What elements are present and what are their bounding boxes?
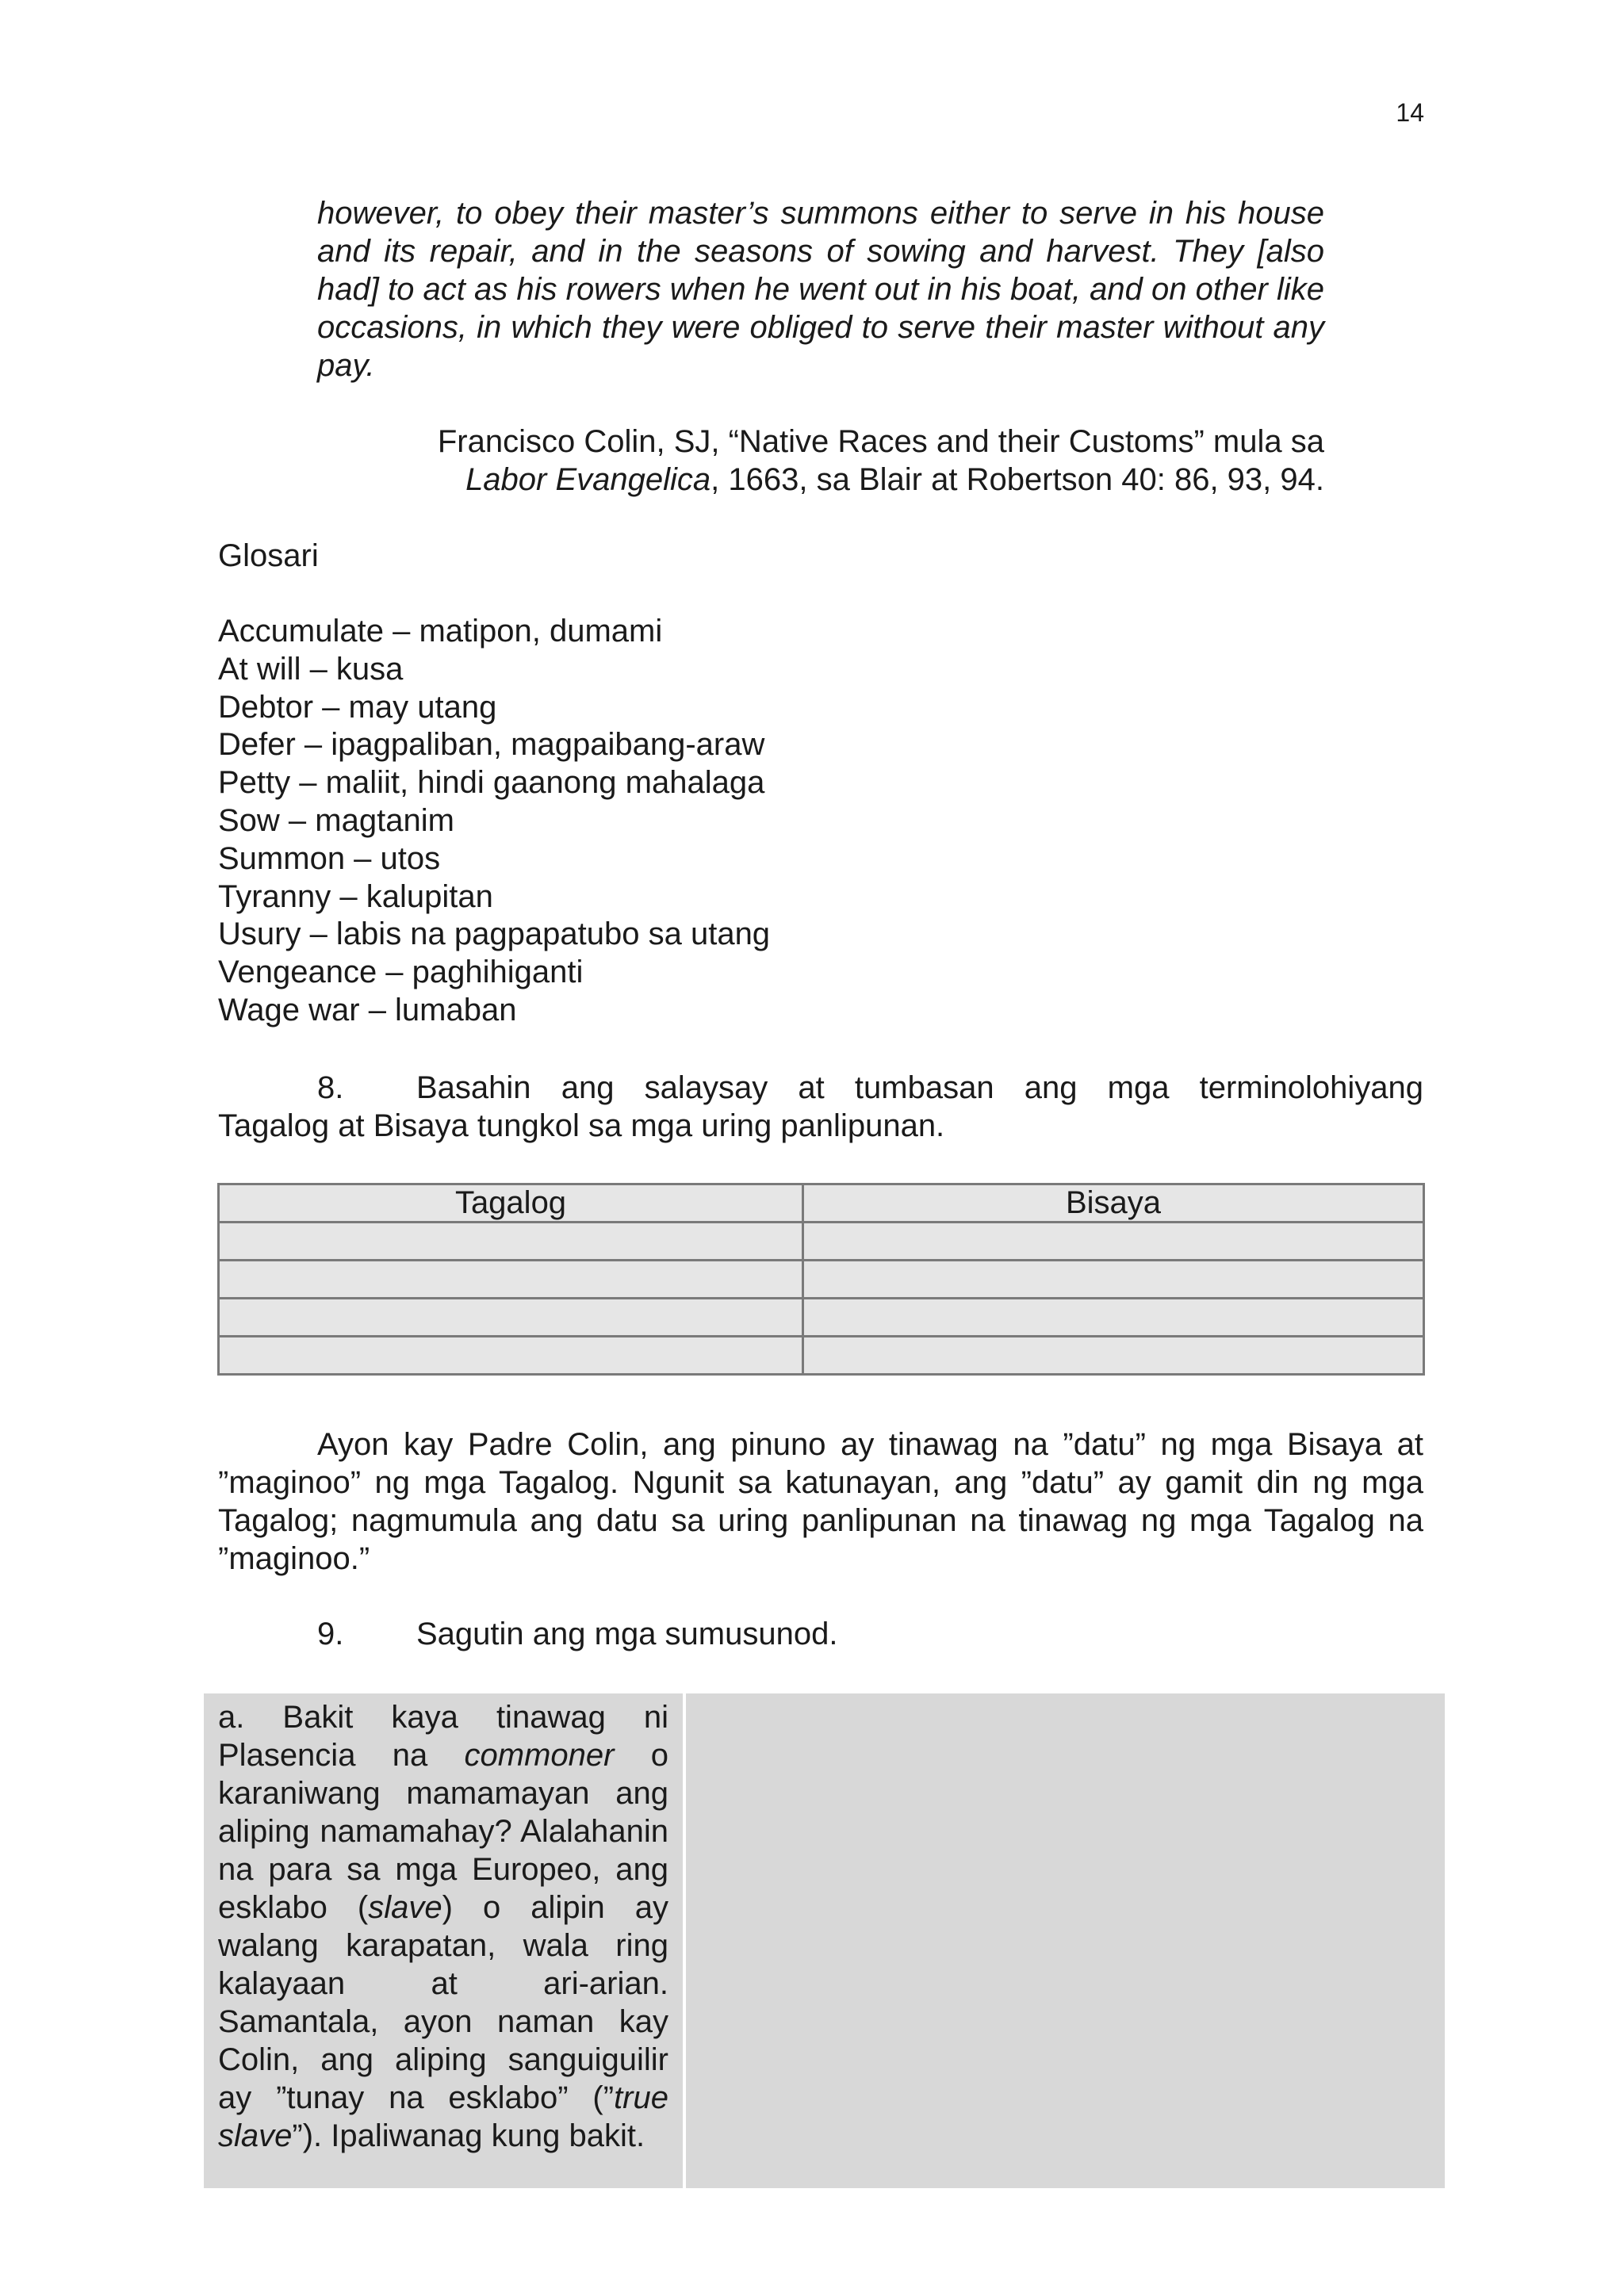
quote-line: other like occasions, in which they were obliged to serve their master [317,272,1324,345]
question-answer-table [204,1693,1445,2188]
glossary-heading: Glosari [218,538,319,573]
glossary-entry: Wage war – lumaban [218,992,517,1027]
glossary-entry: Petty – maliit, hindi gaanong mahalaga [218,765,765,801]
table-header-row [219,1184,1424,1223]
instruction-item-8 [218,1069,1423,1145]
page-number: 14 [1396,98,1424,127]
instruction-8-line-2: Tagalog at Bisaya tungkol sa mga uring panlipunan. [218,1108,945,1143]
quote-line: house and its repair, and in the seasons of sowing and harvest. They [317,196,1324,269]
tagalog-cell[interactable] [219,1261,803,1299]
instruction-8-line-1: 8. Basahin ang salaysay at tumbasan ang mga terminolohiyang [218,1069,1423,1107]
bisaya-cell[interactable] [803,1337,1424,1375]
citation-book-title: Labor Evangelica [465,462,711,497]
glossary-entry: Accumulate – matipon, dumami [218,614,663,649]
italic-term: commoner [464,1738,615,1773]
glossary-list [218,613,770,1030]
tagalog-cell[interactable] [219,1299,803,1337]
bisaya-cell[interactable] [803,1261,1424,1299]
citation [317,423,1324,499]
glossary-entry: At will – kusa [218,651,404,687]
glossary-entry: Vengeance – paghihiganti [218,955,584,990]
table-row [219,1299,1424,1337]
item-number: 8. [317,1070,344,1105]
citation-details: , 1663, sa Blair at Robertson 40: 86, 93, 94. [710,462,1324,497]
table-row [219,1223,1424,1261]
glossary-entry: Defer – ipagpaliban, magpaibang-araw [218,727,765,763]
tagalog-cell[interactable] [219,1337,803,1375]
block-quote [317,194,1324,385]
column-header-bisaya: Bisaya [803,1184,1424,1223]
item-number: 9. [317,1617,344,1651]
instruction-9-text: Sagutin ang mga sumusunod. [416,1617,838,1651]
column-header-tagalog: Tagalog [219,1184,803,1223]
glossary-entry: Usury – labis na pagpapatubo sa utang [218,916,771,952]
glossary-entry: Debtor – may utang [218,689,497,725]
question-a-cell: a. Bakit kaya tinawag ni Plasencia na commoner o karaniwang mamamayan ang aliping namamahay? Alalahanin na para sa mga Europeo, ang esklabo (slave) o alipin ay walang karapatan, wala ring kalayaan at ari-arian. Samantala, ayon naman kay Colin, ang aliping sanguiguilir ay ”tunay na esklabo” (”true slave”). Ipaliwanag kung bakit. [204,1693,683,2188]
tagalog-cell[interactable] [219,1223,803,1261]
quote-line: without any pay. [317,310,1324,383]
glossary-entry: Summon – utos [218,840,441,876]
citation-line-2 [317,461,1324,499]
quote-line: [also had] to act as his rowers when he went out in his boat, and on [317,234,1324,307]
table-row [219,1261,1424,1299]
terminology-table [217,1183,1425,1376]
table-row [219,1337,1424,1375]
bisaya-cell[interactable] [803,1299,1424,1337]
italic-term: slave [368,1890,442,1925]
instruction-item-9 [218,1615,837,1653]
datu-paragraph: Ayon kay Padre Colin, ang pinuno ay tinawag na ”datu” ng mga Bisaya at ”maginoo” ng mga Tagalog. Ngunit sa katunayan, ang ”datu” ay gamit din ng mga Tagalog; nagmumula ang datu sa uring panlipunan na tinawag ng mga Tagalog na ”maginoo.” [218,1427,1423,1576]
bisaya-cell[interactable] [803,1223,1424,1261]
glossary-entry: Sow – magtanim [218,802,454,838]
citation-line-1: Francisco Colin, SJ, “Native Races and their Customs” mula sa [437,424,1324,459]
answer-a-cell[interactable] [686,1693,1445,2188]
italic-term: true slave [218,2080,668,2153]
quote-line: however, to obey their master’s summons either to serve in his [317,196,1227,231]
glossary-entry: Tyranny – kalupitan [218,878,493,914]
